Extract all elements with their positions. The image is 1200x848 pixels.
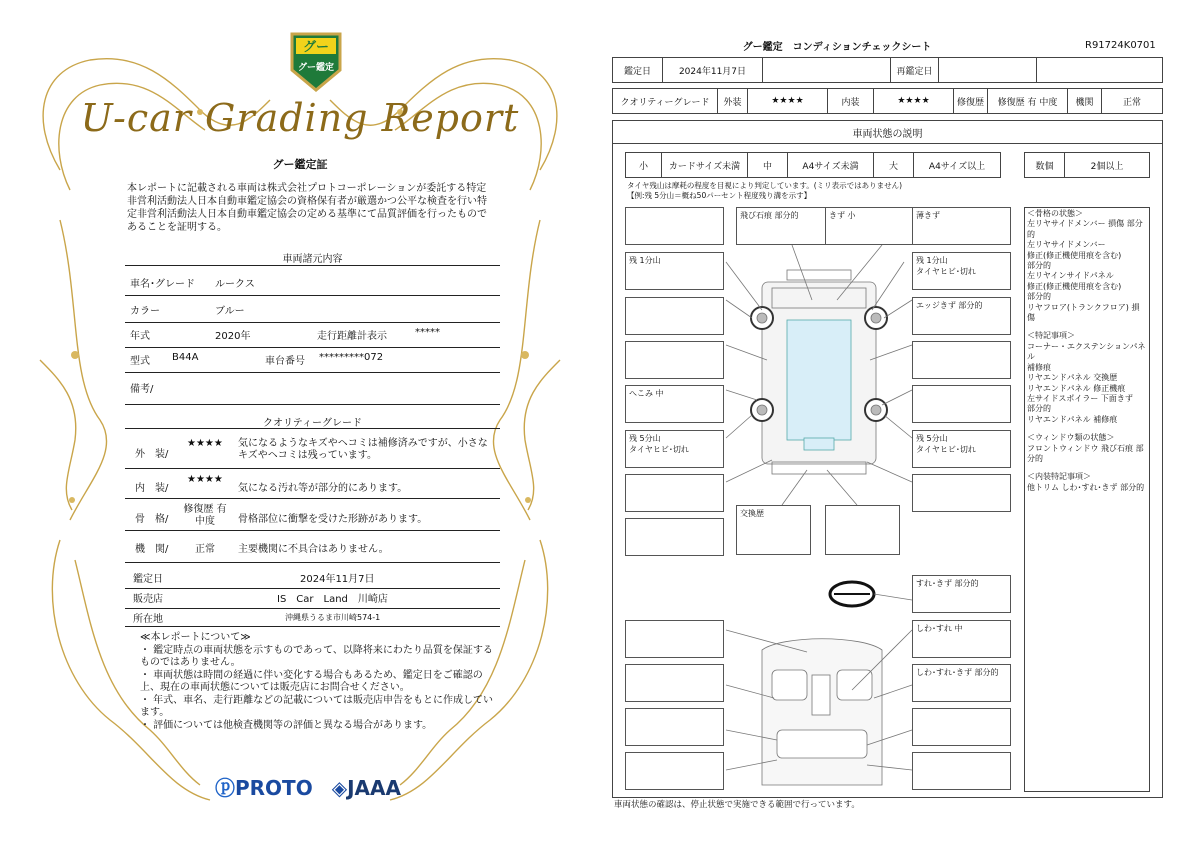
damage-box-roof	[825, 207, 924, 245]
sheet-ext-label: 外装	[718, 89, 748, 113]
exterior-label: 外 装/	[135, 449, 169, 460]
certificate-subtitle: グー鑑定証	[272, 158, 328, 171]
name-value: ルークス	[215, 279, 255, 290]
date-value: 2024年11月7日	[300, 574, 375, 585]
model-label: 型式	[130, 356, 150, 367]
note-item: ・ 鑑定時点の車両状態を示すものであって、以降将来にわたり品質を保証するものではありません。	[140, 644, 493, 668]
damage-text: しわ･すれ 中	[916, 624, 963, 633]
damage-box-steering	[912, 575, 1011, 613]
note-line: 他トリム しわ･すれ･きず 部分的	[1027, 482, 1145, 492]
sheet-engine-label: 機関	[1068, 89, 1102, 113]
legend-mid-desc: A4サイズ未満	[788, 153, 874, 177]
count-label: 数個	[1025, 153, 1065, 177]
damage-box	[912, 752, 1011, 790]
damage-text: 残 5分山 タイヤヒビ･切れ	[916, 434, 976, 454]
sheet-repair-label: 修復歴	[954, 89, 988, 113]
damage-box-interior-trim	[912, 664, 1011, 702]
damage-box	[625, 708, 724, 746]
color-label: カラー	[130, 306, 160, 317]
damage-box-rear-panel	[736, 505, 811, 555]
engine-label: 機 関/	[135, 544, 169, 555]
note-item: ・ 年式、車名、走行距離などの記載については販売店申告をもとに作成しています。	[140, 694, 493, 718]
note-line: 修正(修正機使用痕を含む)	[1027, 250, 1122, 260]
count-value: 2個以上	[1090, 161, 1124, 172]
note-line: 左リヤインサイドパネル	[1027, 271, 1114, 281]
note-line: ＜特記事項＞	[1027, 331, 1075, 341]
note-line: ＜内装特記事項＞	[1027, 472, 1091, 482]
note-line: リヤエンドパネル 補修痕	[1027, 414, 1118, 424]
mileage-label: 走行距離計表示	[317, 331, 387, 342]
date-row	[125, 570, 500, 589]
date-label: 鑑定日	[133, 574, 163, 585]
remarks-label: 備考/	[130, 384, 154, 395]
sheet-code: R91724K0701	[1085, 40, 1156, 51]
damage-text: きず 小	[829, 211, 856, 220]
damage-box-front-right-tire	[912, 252, 1011, 290]
damage-box	[625, 664, 724, 702]
spec-row-color	[125, 302, 500, 323]
address-value: 沖縄県うるま市川崎574-1	[285, 613, 381, 622]
size-legend	[625, 152, 1001, 178]
frame-value: 修復歴 有 中度	[183, 504, 227, 527]
damage-text: 薄きず	[916, 211, 940, 220]
engine-value: 正常	[195, 544, 215, 555]
note-line: 部分的	[1027, 292, 1051, 302]
damage-box-front-left-tire	[625, 252, 724, 290]
damage-text: 飛び石痕 部分的	[740, 211, 799, 220]
note-spacer	[1027, 425, 1147, 433]
damage-box	[625, 341, 724, 379]
note-line: コーナー・エクステンションパネル	[1027, 341, 1146, 362]
proto-logo: PROTO	[235, 776, 313, 800]
damage-text: 交換歴	[740, 509, 764, 518]
grade-row-exterior	[125, 438, 500, 469]
sheet-redate-label: 再鑑定日	[891, 58, 939, 82]
condition-notes	[1027, 209, 1147, 493]
damage-box	[625, 518, 724, 556]
sheet-date-value: 2024年11月7日	[663, 58, 763, 82]
sheet-ext-value: ★★★★	[748, 89, 828, 113]
spec-row-year	[125, 327, 500, 348]
tire-note-2: 【例:残 5分山＝概ね50パーセント程度残り溝を示す】	[627, 191, 812, 200]
damage-box	[625, 207, 724, 245]
damage-box-rear-right-tire	[912, 430, 1011, 468]
legend-small-desc: カードサイズ未満	[662, 153, 748, 177]
damage-text: 残 5分山 タイヤヒビ･切れ	[629, 434, 689, 454]
damage-box	[912, 708, 1011, 746]
grade-header: クオリティーグレード	[263, 418, 362, 429]
count-legend	[1024, 152, 1150, 178]
damage-text: エッジきず 部分的	[916, 301, 983, 310]
spec-row-name	[125, 275, 500, 296]
spec-header: 車両諸元内容	[282, 254, 343, 265]
grade-row-engine	[125, 540, 500, 563]
address-label: 所在地	[133, 614, 163, 625]
notes-title: ≪本レポートについて≫	[140, 632, 251, 643]
note-item: ・ 車両状態は時間の経過に伴い変化する場合もあるため、鑑定日をご確認の上、現在の車両状態については販売店にお問合せください。	[140, 669, 483, 693]
note-line: リヤエンドパネル 修正機痕	[1027, 383, 1126, 393]
sheet-date-label: 鑑定日	[613, 58, 663, 82]
damage-text: 残 1分山	[629, 256, 661, 265]
note-item: ・ 評価については他検査機関等の評価と異なる場合があります。	[140, 719, 433, 731]
sheet-engine-value: 正常	[1122, 97, 1141, 108]
damage-box	[625, 752, 724, 790]
grade-row-frame	[125, 504, 500, 531]
report-title: U-car Grading Report	[80, 96, 520, 140]
year-label: 年式	[130, 331, 150, 342]
damage-box-rear	[825, 505, 900, 555]
date-table	[612, 57, 1163, 83]
note-line: 左リヤサイドメンバー 損傷 部分的	[1027, 219, 1143, 239]
damage-box-rear-left-tire	[625, 430, 724, 468]
engine-text: 主要機関に不具合はありません。	[238, 544, 389, 555]
damage-box	[625, 620, 724, 658]
exterior-text: 気になるようなキズやヘコミは補修済みですが、小さなキズやヘコミは残っています。	[238, 438, 488, 461]
year-value: 2020年	[215, 331, 251, 342]
address-row	[125, 610, 500, 627]
damage-box	[625, 297, 724, 335]
badge-label: グー鑑定	[297, 63, 335, 73]
note-line: フロントウィンドウ 飛び石痕 部分的	[1027, 443, 1144, 463]
damage-text: 残 1分山 タイヤヒビ･切れ	[916, 256, 976, 276]
note-line: 左サイドスポイラー 下面きず	[1027, 393, 1133, 403]
goo-badge-icon	[286, 30, 346, 94]
damage-box-interior-front	[912, 620, 1011, 658]
interior-stars: ★★★★	[187, 474, 223, 485]
legend-large: 大	[874, 153, 914, 177]
legend-mid: 中	[748, 153, 788, 177]
damage-text: しわ･すれ･きず 部分的	[916, 668, 999, 677]
damage-box-right-fender	[912, 297, 1011, 335]
interior-text: 気になる汚れ等が部分的にあります。	[238, 483, 408, 494]
grade-table	[612, 88, 1163, 114]
mileage-value: *****	[415, 327, 440, 338]
state-header: 車両状態の説明	[613, 121, 1162, 144]
sheet-repair-value: 修復歴 有 中度	[988, 89, 1068, 113]
damage-text: へこみ 中	[629, 389, 664, 398]
jaaa-logo: JAAA	[347, 776, 401, 800]
shop-row	[125, 590, 500, 609]
exterior-stars: ★★★★	[187, 438, 223, 449]
legend-large-desc: A4サイズ以上	[928, 161, 986, 172]
sheet-int-value: ★★★★	[874, 89, 954, 113]
sheet-footer: 車両状態の確認は、停止状態で実施できる範囲で行っています。	[614, 800, 860, 810]
shop-label: 販売店	[133, 594, 163, 605]
spec-row-remarks	[125, 380, 500, 405]
shop-value: IS Car Land 川崎店	[277, 594, 388, 605]
note-line: リヤフロア(トランクフロア) 損傷	[1027, 302, 1140, 323]
note-line: 部分的	[1027, 261, 1051, 271]
logo-area: ⓟPROTO ◈JAAA	[215, 776, 401, 800]
damage-box	[625, 474, 724, 512]
interior-label: 内 装/	[135, 483, 169, 494]
note-line: 左リヤサイドメンバー	[1027, 240, 1106, 250]
sheet-grade-label: クオリティーグレード	[613, 89, 718, 113]
sheet-int-label: 内装	[828, 89, 874, 113]
grade-row-interior	[125, 474, 500, 499]
damage-text: すれ･きず 部分的	[916, 579, 979, 588]
chassis-value: *********072	[319, 352, 384, 363]
damage-box	[912, 385, 1011, 423]
note-line: リヤエンドパネル 交換歴	[1027, 373, 1118, 383]
damage-box-windshield	[736, 207, 835, 245]
note-line: 修正(修正機使用痕を含む)	[1027, 281, 1122, 291]
legend-small: 小	[626, 153, 662, 177]
sheet-title: グー鑑定 コンディションチェックシート	[742, 42, 932, 53]
certificate-statement: 本レポートに記載される車両は株式会社プロトコーポレーションが委託する特定非営利活動法人日本自動車鑑定協会の資格保有者が厳選かつ公平な検査を行い特定非営利活動法人日本自動車鑑定協会の定める基準にて品質評価を行ったものであることを証明する。	[127, 183, 487, 233]
frame-label: 骨 格/	[135, 514, 169, 525]
note-line: 部分的	[1027, 404, 1051, 414]
damage-box-left-door	[625, 385, 724, 423]
model-value: B44A	[172, 352, 199, 363]
damage-box	[912, 341, 1011, 379]
note-line: ＜ウィンドウ類の状態＞	[1027, 433, 1115, 443]
damage-box-front-right	[912, 207, 1011, 245]
name-label: 車名･グレード	[130, 279, 195, 290]
svg-text:グー: グー	[302, 40, 330, 55]
note-line: 補修痕	[1027, 362, 1051, 372]
damage-box	[912, 474, 1011, 512]
note-line: ＜骨格の状態＞	[1027, 209, 1083, 218]
chassis-label: 車台番号	[265, 356, 305, 367]
spec-row-model	[125, 352, 500, 373]
report-notes	[140, 632, 500, 732]
tire-note-1: タイヤ残山は摩耗の程度を目視により判定しています。(ミリ表示ではありません)	[627, 181, 903, 190]
frame-text: 骨格部位に衝撃を受けた形跡があります。	[238, 514, 428, 525]
color-value: ブルー	[215, 306, 245, 317]
